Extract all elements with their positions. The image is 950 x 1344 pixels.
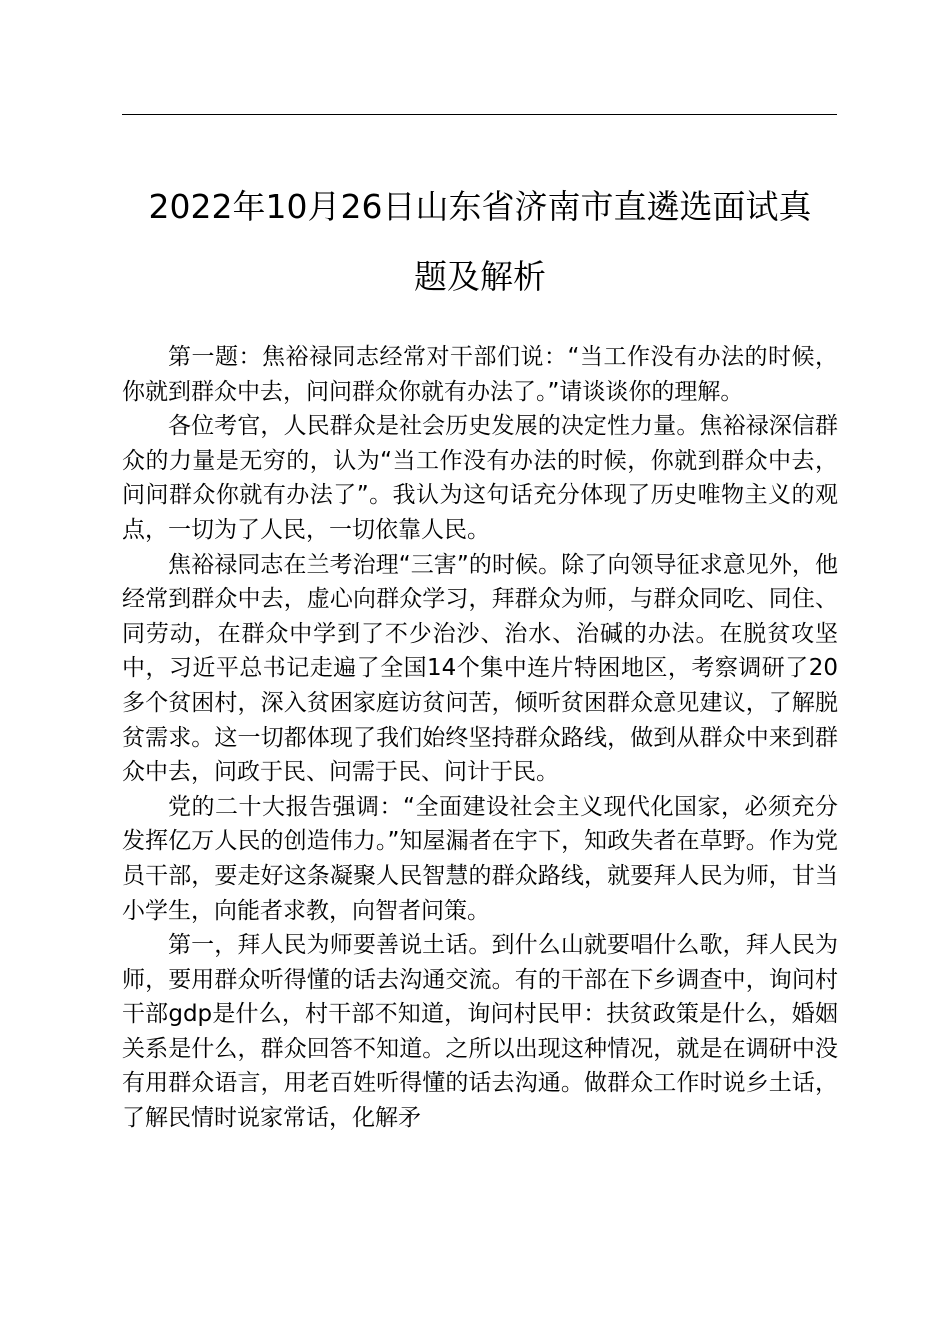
title-line-1: 2022年10月26日山东省济南市直遴选面试真	[148, 187, 812, 226]
paragraph-examples: 焦裕禄同志在兰考治理“三害”的时候。除了向领导征求意见外，他经常到群众中去，虚心向群众学习，拜群众为师，与群众同吃、同住、同劳动，在群众中学到了不少治沙、治水、治碱的办法。在脱贫攻坚中，习近平总书记走遍了全国14个集中连片特困地区，考察调研了20多个贫困村，深入贫困家庭访贫问苦，倾听贫困群众意见建议，了解脱贫需求。这一切都体现了我们始终坚持群众路线，做到从群众中来到群众中去，问政于民、问需于民、问计于民。	[122, 551, 838, 786]
paragraph-point-one: 第一，拜人民为师要善说土话。到什么山就要唱什么歌，拜人民为师，要用群众听得懂的话去沟通交流。有的干部在下乡调查中，询问村干部gdp是什么，村干部不知道，询问村民甲：扶贫政策是什么，婚姻关系是什么，群众回答不知道。之所以出现这种情况，就是在调研中没有用群众语言，用老百姓听得懂的话去沟通。做群众工作时说乡土话，了解民情时说家常话，化解矛	[122, 932, 838, 1132]
document-title	[110, 172, 850, 312]
header-rule	[122, 114, 837, 115]
paragraph-question: 第一题：焦裕禄同志经常对干部们说：“当工作没有办法的时候，你就到群众中去，问问群众你就有办法了。”请谈谈你的理解。	[122, 344, 838, 405]
paragraph-intro: 各位考官，人民群众是社会历史发展的决定性力量。焦裕禄深信群众的力量是无穷的，认为“当工作没有办法的时候，你就到群众中去，问问群众你就有办法了”。我认为这句话充分体现了历史唯物主义的观点，一切为了人民，一切依靠人民。	[122, 413, 838, 543]
title-line-2: 题及解析	[414, 257, 546, 296]
paragraph-report: 党的二十大报告强调：“全面建设社会主义现代化国家，必须充分发挥亿万人民的创造伟力。”知屋漏者在宇下，知政失者在草野。作为党员干部，要走好这条凝聚人民智慧的群众路线，就要拜人民为师，甘当小学生，向能者求教，向智者问策。	[122, 793, 838, 924]
document-body	[122, 340, 838, 1136]
